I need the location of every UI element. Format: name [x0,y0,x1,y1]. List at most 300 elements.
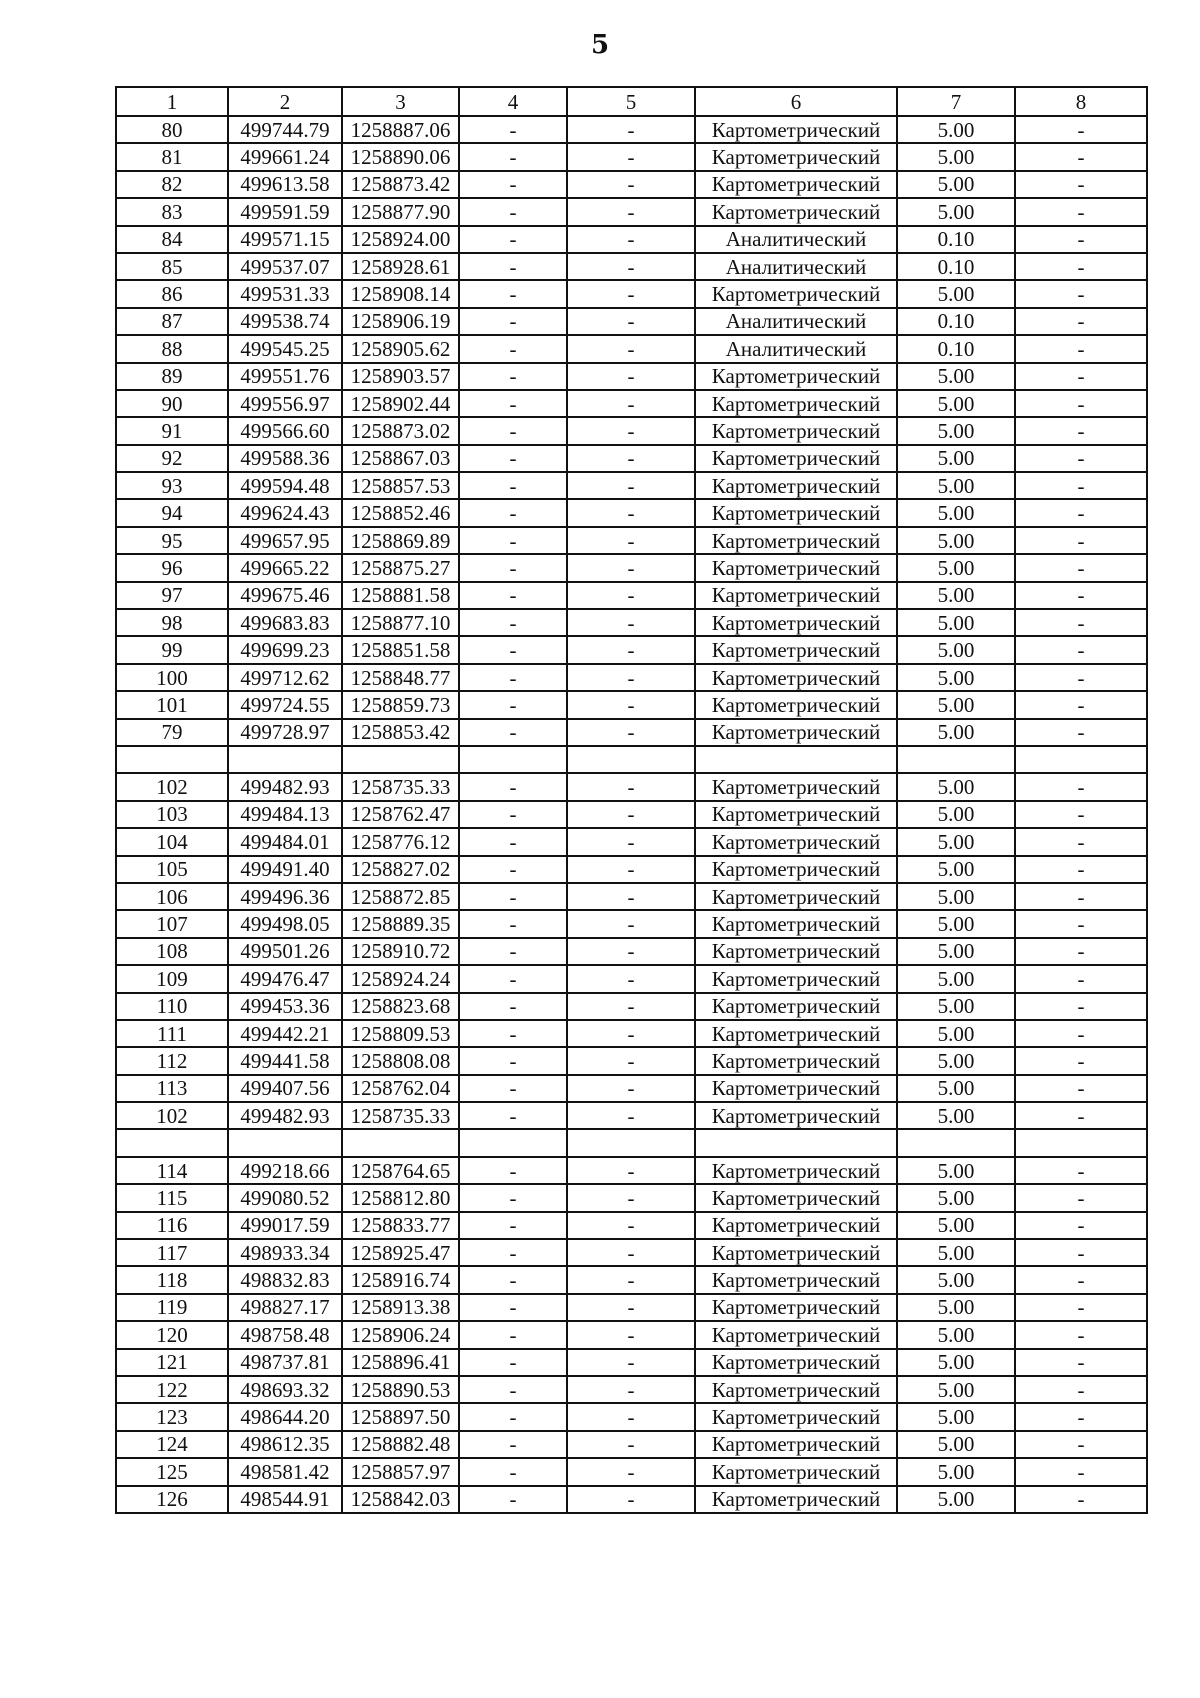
col4-cell: - [459,335,567,362]
table-row [116,1239,1147,1266]
col8-cell: - [1015,171,1147,198]
col4-cell: - [459,1458,567,1485]
col4-cell: - [459,719,567,746]
header-cell-7: 7 [897,87,1015,116]
x-coordinate-cell: 498581.42 [228,1458,342,1485]
x-coordinate-cell: 499538.74 [228,308,342,335]
point-number-cell: 117 [116,1239,228,1266]
x-coordinate-cell: 498827.17 [228,1294,342,1321]
y-coordinate-cell: 1258890.53 [342,1376,459,1403]
x-coordinate-cell: 499496.36 [228,883,342,910]
point-number-cell: 90 [116,390,228,417]
col5-cell: - [567,1020,695,1047]
point-number-cell: 85 [116,253,228,280]
col8-cell: - [1015,1212,1147,1239]
method-cell: Картометрический [695,499,897,526]
header-cell-6: 6 [695,87,897,116]
x-coordinate-cell: 499531.33 [228,280,342,307]
x-coordinate-cell: 499556.97 [228,390,342,417]
col4-cell: - [459,993,567,1020]
col8-cell: - [1015,1266,1147,1293]
point-number-cell: 96 [116,554,228,581]
col5-cell: - [567,1431,695,1458]
point-number-cell: 119 [116,1294,228,1321]
point-number-cell [116,746,228,773]
accuracy-cell: 0.10 [897,308,1015,335]
y-coordinate-cell: 1258809.53 [342,1020,459,1047]
table-row [116,1376,1147,1403]
col5-cell: - [567,1266,695,1293]
y-coordinate-cell [342,1129,459,1156]
col8-cell: - [1015,499,1147,526]
table-header-row [116,87,1147,116]
x-coordinate-cell: 499661.24 [228,143,342,170]
point-number-cell: 79 [116,719,228,746]
col5-cell: - [567,910,695,937]
y-coordinate-cell: 1258875.27 [342,554,459,581]
point-number-cell: 125 [116,1458,228,1485]
y-coordinate-cell: 1258851.58 [342,636,459,663]
method-cell: Картометрический [695,856,897,883]
point-number-cell: 102 [116,773,228,800]
accuracy-cell: 5.00 [897,554,1015,581]
col5-cell: - [567,1486,695,1513]
col4-cell: - [459,828,567,855]
method-cell: Картометрический [695,143,897,170]
point-number-cell: 87 [116,308,228,335]
col8-cell: - [1015,445,1147,472]
method-cell: Картометрический [695,1212,897,1239]
point-number-cell: 86 [116,280,228,307]
point-number-cell: 112 [116,1047,228,1074]
y-coordinate-cell: 1258776.12 [342,828,459,855]
y-coordinate-cell: 1258928.61 [342,253,459,280]
x-coordinate-cell: 499566.60 [228,417,342,444]
table-row [116,691,1147,718]
point-number-cell: 114 [116,1157,228,1184]
accuracy-cell: 5.00 [897,910,1015,937]
col8-cell: - [1015,636,1147,663]
point-number-cell: 92 [116,445,228,472]
x-coordinate-cell: 499594.48 [228,472,342,499]
table-row [116,993,1147,1020]
col5-cell: - [567,1047,695,1074]
point-number-cell: 122 [116,1376,228,1403]
col4-cell: - [459,1102,567,1129]
col4-cell: - [459,445,567,472]
col4-cell: - [459,1184,567,1211]
col8-cell: - [1015,883,1147,910]
col4-cell: - [459,472,567,499]
table-row [116,171,1147,198]
y-coordinate-cell: 1258867.03 [342,445,459,472]
accuracy-cell: 0.10 [897,335,1015,362]
col4-cell [459,746,567,773]
accuracy-cell: 5.00 [897,1020,1015,1047]
method-cell: Картометрический [695,1184,897,1211]
accuracy-cell: 5.00 [897,664,1015,691]
table-row [116,253,1147,280]
col8-cell: - [1015,253,1147,280]
accuracy-cell: 5.00 [897,719,1015,746]
col5-cell: - [567,1321,695,1348]
accuracy-cell: 5.00 [897,1047,1015,1074]
method-cell: Картометрический [695,1376,897,1403]
table-row [116,1294,1147,1321]
y-coordinate-cell: 1258905.62 [342,335,459,362]
accuracy-cell: 5.00 [897,965,1015,992]
method-cell: Картометрический [695,554,897,581]
method-cell: Картометрический [695,938,897,965]
method-cell: Картометрический [695,1157,897,1184]
col5-cell: - [567,801,695,828]
point-number-cell: 120 [116,1321,228,1348]
point-number-cell: 104 [116,828,228,855]
col5-cell: - [567,1349,695,1376]
accuracy-cell: 5.00 [897,1239,1015,1266]
col8-cell: - [1015,938,1147,965]
method-cell: Картометрический [695,390,897,417]
method-cell: Картометрический [695,773,897,800]
x-coordinate-cell: 498644.20 [228,1403,342,1430]
col4-cell: - [459,1403,567,1430]
col5-cell: - [567,1403,695,1430]
table-row [116,1458,1147,1485]
point-number-cell: 99 [116,636,228,663]
method-cell: Картометрический [695,280,897,307]
col5-cell: - [567,198,695,225]
col4-cell: - [459,171,567,198]
table-row [116,527,1147,554]
col4-cell: - [459,1266,567,1293]
y-coordinate-cell: 1258887.06 [342,116,459,143]
col5-cell: - [567,499,695,526]
x-coordinate-cell: 499613.58 [228,171,342,198]
col4-cell: - [459,417,567,444]
y-coordinate-cell: 1258877.10 [342,609,459,636]
col8-cell: - [1015,1294,1147,1321]
col4-cell: - [459,308,567,335]
y-coordinate-cell: 1258873.02 [342,417,459,444]
point-number-cell: 124 [116,1431,228,1458]
col8-cell: - [1015,1075,1147,1102]
table-row [116,143,1147,170]
y-coordinate-cell: 1258857.53 [342,472,459,499]
point-number-cell: 97 [116,582,228,609]
method-cell: Картометрический [695,828,897,855]
x-coordinate-cell: 499591.59 [228,198,342,225]
y-coordinate-cell: 1258903.57 [342,363,459,390]
x-coordinate-cell: 499218.66 [228,1157,342,1184]
accuracy-cell: 5.00 [897,527,1015,554]
table-row [116,198,1147,225]
col8-cell [1015,746,1147,773]
table-row [116,773,1147,800]
table-row [116,308,1147,335]
point-number-cell: 91 [116,417,228,444]
col4-cell: - [459,938,567,965]
col8-cell: - [1015,308,1147,335]
method-cell: Картометрический [695,527,897,554]
y-coordinate-cell [342,746,459,773]
col5-cell: - [567,253,695,280]
col4-cell: - [459,116,567,143]
col8-cell: - [1015,1020,1147,1047]
x-coordinate-cell: 498832.83 [228,1266,342,1293]
col5-cell: - [567,554,695,581]
col8-cell: - [1015,1458,1147,1485]
x-coordinate-cell: 499744.79 [228,116,342,143]
col8-cell: - [1015,335,1147,362]
accuracy-cell: 5.00 [897,116,1015,143]
accuracy-cell: 5.00 [897,1376,1015,1403]
col5-cell: - [567,1294,695,1321]
col5-cell: - [567,1102,695,1129]
table-row [116,1020,1147,1047]
col4-cell: - [459,965,567,992]
y-coordinate-cell: 1258925.47 [342,1239,459,1266]
col5-cell: - [567,1157,695,1184]
accuracy-cell: 5.00 [897,801,1015,828]
header-cell-2: 2 [228,87,342,116]
y-coordinate-cell: 1258852.46 [342,499,459,526]
table-row [116,719,1147,746]
accuracy-cell: 5.00 [897,582,1015,609]
col4-cell: - [459,883,567,910]
method-cell: Картометрический [695,609,897,636]
table-row [116,609,1147,636]
col8-cell: - [1015,143,1147,170]
col8-cell: - [1015,1184,1147,1211]
x-coordinate-cell: 499657.95 [228,527,342,554]
col5-cell: - [567,691,695,718]
method-cell: Картометрический [695,417,897,444]
x-coordinate-cell: 499442.21 [228,1020,342,1047]
col8-cell: - [1015,1047,1147,1074]
point-number-cell: 108 [116,938,228,965]
x-coordinate-cell: 499484.13 [228,801,342,828]
table-row [116,472,1147,499]
y-coordinate-cell: 1258872.85 [342,883,459,910]
x-coordinate-cell: 499545.25 [228,335,342,362]
y-coordinate-cell: 1258764.65 [342,1157,459,1184]
accuracy-cell: 5.00 [897,445,1015,472]
accuracy-cell: 5.00 [897,938,1015,965]
point-number-cell: 93 [116,472,228,499]
table-row [116,1486,1147,1513]
table-row [116,116,1147,143]
point-number-cell: 111 [116,1020,228,1047]
col5-cell: - [567,116,695,143]
accuracy-cell: 5.00 [897,828,1015,855]
col4-cell: - [459,1020,567,1047]
point-number-cell: 95 [116,527,228,554]
x-coordinate-cell: 498758.48 [228,1321,342,1348]
x-coordinate-cell: 499080.52 [228,1184,342,1211]
col8-cell: - [1015,116,1147,143]
point-number-cell: 113 [116,1075,228,1102]
table-row [116,1075,1147,1102]
accuracy-cell: 5.00 [897,1321,1015,1348]
y-coordinate-cell: 1258853.42 [342,719,459,746]
col8-cell: - [1015,390,1147,417]
y-coordinate-cell: 1258924.00 [342,226,459,253]
point-number-cell: 118 [116,1266,228,1293]
x-coordinate-cell: 499588.36 [228,445,342,472]
table-row [116,828,1147,855]
y-coordinate-cell: 1258889.35 [342,910,459,937]
col8-cell: - [1015,856,1147,883]
x-coordinate-cell: 499724.55 [228,691,342,718]
accuracy-cell: 5.00 [897,1403,1015,1430]
table-separator-row [116,746,1147,773]
table-row [116,335,1147,362]
accuracy-cell: 5.00 [897,636,1015,663]
col8-cell: - [1015,363,1147,390]
accuracy-cell: 5.00 [897,1212,1015,1239]
accuracy-cell: 5.00 [897,691,1015,718]
accuracy-cell: 5.00 [897,1431,1015,1458]
col5-cell [567,746,695,773]
y-coordinate-cell: 1258908.14 [342,280,459,307]
table-row [116,938,1147,965]
col4-cell: - [459,499,567,526]
method-cell: Картометрический [695,1239,897,1266]
header-cell-4: 4 [459,87,567,116]
method-cell: Аналитический [695,335,897,362]
col8-cell: - [1015,280,1147,307]
point-number-cell: 101 [116,691,228,718]
table-row [116,910,1147,937]
accuracy-cell: 5.00 [897,993,1015,1020]
accuracy-cell: 5.00 [897,1102,1015,1129]
accuracy-cell: 5.00 [897,143,1015,170]
x-coordinate-cell: 499712.62 [228,664,342,691]
col8-cell: - [1015,1403,1147,1430]
method-cell: Картометрический [695,1403,897,1430]
col8-cell: - [1015,719,1147,746]
table-separator-row [116,1129,1147,1156]
col5-cell: - [567,308,695,335]
col4-cell: - [459,1075,567,1102]
method-cell: Картометрический [695,1294,897,1321]
table-row [116,1157,1147,1184]
method-cell: Картометрический [695,445,897,472]
col8-cell: - [1015,664,1147,691]
col8-cell: - [1015,1239,1147,1266]
table-row [116,1184,1147,1211]
method-cell: Картометрический [695,116,897,143]
col4-cell: - [459,253,567,280]
method-cell: Картометрический [695,363,897,390]
col5-cell: - [567,171,695,198]
method-cell: Картометрический [695,1047,897,1074]
x-coordinate-cell: 499537.07 [228,253,342,280]
method-cell: Аналитический [695,253,897,280]
accuracy-cell: 5.00 [897,1294,1015,1321]
col4-cell: - [459,1157,567,1184]
y-coordinate-cell: 1258762.47 [342,801,459,828]
col4-cell: - [459,527,567,554]
col8-cell: - [1015,965,1147,992]
col8-cell: - [1015,527,1147,554]
col8-cell [1015,1129,1147,1156]
col5-cell: - [567,609,695,636]
y-coordinate-cell: 1258916.74 [342,1266,459,1293]
point-number-cell: 94 [116,499,228,526]
col4-cell: - [459,226,567,253]
accuracy-cell: 5.00 [897,499,1015,526]
col4-cell: - [459,1294,567,1321]
x-coordinate-cell: 499665.22 [228,554,342,581]
col4-cell: - [459,198,567,225]
point-number-cell: 89 [116,363,228,390]
y-coordinate-cell: 1258910.72 [342,938,459,965]
y-coordinate-cell: 1258906.19 [342,308,459,335]
col5-cell: - [567,1075,695,1102]
method-cell: Картометрический [695,801,897,828]
y-coordinate-cell: 1258827.02 [342,856,459,883]
y-coordinate-cell: 1258823.68 [342,993,459,1020]
col8-cell: - [1015,828,1147,855]
col5-cell: - [567,1376,695,1403]
col8-cell: - [1015,1431,1147,1458]
col8-cell: - [1015,226,1147,253]
col8-cell: - [1015,554,1147,581]
col8-cell: - [1015,1376,1147,1403]
header-cell-5: 5 [567,87,695,116]
x-coordinate-cell: 499476.47 [228,965,342,992]
col8-cell: - [1015,691,1147,718]
point-number-cell: 116 [116,1212,228,1239]
method-cell: Картометрический [695,664,897,691]
col5-cell: - [567,143,695,170]
col4-cell: - [459,691,567,718]
x-coordinate-cell: 499501.26 [228,938,342,965]
table-row [116,965,1147,992]
col4-cell: - [459,554,567,581]
method-cell: Картометрический [695,472,897,499]
y-coordinate-cell: 1258848.77 [342,664,459,691]
accuracy-cell: 5.00 [897,472,1015,499]
table-row [116,417,1147,444]
method-cell: Картометрический [695,1486,897,1513]
col4-cell: - [459,856,567,883]
x-coordinate-cell: 498737.81 [228,1349,342,1376]
y-coordinate-cell: 1258882.48 [342,1431,459,1458]
table-row [116,390,1147,417]
y-coordinate-cell: 1258890.06 [342,143,459,170]
method-cell: Картометрический [695,691,897,718]
y-coordinate-cell: 1258857.97 [342,1458,459,1485]
col8-cell: - [1015,1157,1147,1184]
point-number-cell: 100 [116,664,228,691]
col8-cell: - [1015,993,1147,1020]
col8-cell: - [1015,417,1147,444]
table-row [116,1431,1147,1458]
x-coordinate-cell: 498544.91 [228,1486,342,1513]
point-number-cell: 80 [116,116,228,143]
y-coordinate-cell: 1258859.73 [342,691,459,718]
col4-cell [459,1129,567,1156]
point-number-cell: 83 [116,198,228,225]
header-cell-1: 1 [116,87,228,116]
point-number-cell: 82 [116,171,228,198]
y-coordinate-cell: 1258762.04 [342,1075,459,1102]
y-coordinate-cell: 1258735.33 [342,773,459,800]
point-number-cell: 107 [116,910,228,937]
col4-cell: - [459,609,567,636]
